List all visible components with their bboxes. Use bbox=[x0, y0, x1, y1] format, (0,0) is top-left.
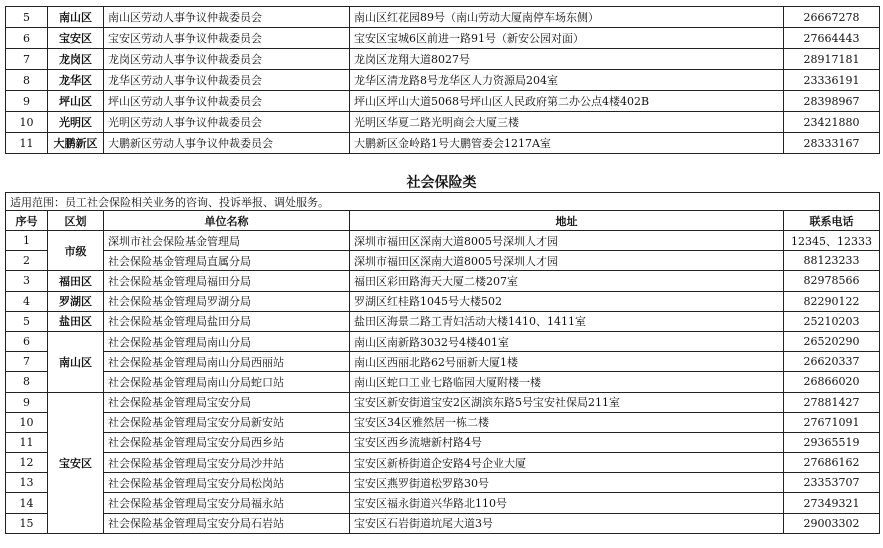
row-phone: 28333167 bbox=[784, 133, 880, 154]
table-row bbox=[6, 412, 880, 432]
row-phone: 29003302 bbox=[784, 513, 880, 533]
table-row bbox=[6, 70, 880, 91]
table-row bbox=[6, 112, 880, 133]
row-phone: 26866020 bbox=[784, 372, 880, 392]
row-address: 罗湖区红桂路1045号大楼502 bbox=[350, 291, 784, 311]
row-district: 大鹏新区 bbox=[48, 133, 104, 154]
row-number: 14 bbox=[6, 493, 48, 513]
row-number: 9 bbox=[6, 91, 48, 112]
row-district: 盐田区 bbox=[48, 311, 104, 331]
scope-row bbox=[6, 193, 880, 211]
social-insurance-table bbox=[5, 192, 880, 534]
row-unit-name: 社会保险基金管理局宝安分局沙井站 bbox=[104, 453, 350, 473]
row-address: 宝安区燕罗街道松罗路30号 bbox=[350, 473, 784, 493]
row-unit-name: 社会保险基金管理局南山分局西丽站 bbox=[104, 352, 350, 372]
row-unit-name: 社会保险基金管理局直属分局 bbox=[104, 251, 350, 271]
row-unit-name: 社会保险基金管理局南山分局蛇口站 bbox=[104, 372, 350, 392]
table-row bbox=[6, 473, 880, 493]
row-district: 市级 bbox=[48, 231, 104, 271]
row-number: 12 bbox=[6, 453, 48, 473]
row-number: 10 bbox=[6, 412, 48, 432]
header-unit: 单位名称 bbox=[104, 211, 350, 231]
row-district: 宝安区 bbox=[48, 392, 104, 533]
row-unit-name: 社会保险基金管理局罗湖分局 bbox=[104, 291, 350, 311]
row-address: 南山区蛇口工业七路临园大厦附楼一楼 bbox=[350, 372, 784, 392]
table-row bbox=[6, 513, 880, 533]
row-unit-name: 社会保险基金管理局南山分局 bbox=[104, 331, 350, 351]
row-district: 龙华区 bbox=[48, 70, 104, 91]
row-unit-name: 社会保险基金管理局宝安分局石岩站 bbox=[104, 513, 350, 533]
table-row bbox=[6, 291, 880, 311]
row-address: 宝安区西乡流塘新村路4号 bbox=[350, 432, 784, 452]
row-phone: 28398967 bbox=[784, 91, 880, 112]
header-address: 地址 bbox=[350, 211, 784, 231]
row-address: 宝安区宝城6区前进一路91号（新安公园对面） bbox=[350, 28, 784, 49]
row-address: 南山区红花园89号（南山劳动大厦南停车场东侧） bbox=[350, 7, 784, 28]
table-row bbox=[6, 231, 880, 251]
row-number: 15 bbox=[6, 513, 48, 533]
row-phone: 27664443 bbox=[784, 28, 880, 49]
row-district: 南山区 bbox=[48, 331, 104, 392]
table-row bbox=[6, 271, 880, 291]
table-row bbox=[6, 133, 880, 154]
table-row bbox=[6, 392, 880, 412]
row-number: 9 bbox=[6, 392, 48, 412]
row-number: 4 bbox=[6, 291, 48, 311]
row-number: 5 bbox=[6, 311, 48, 331]
table-row bbox=[6, 372, 880, 392]
table-row bbox=[6, 352, 880, 372]
row-phone: 28917181 bbox=[784, 49, 880, 70]
row-address: 大鹏新区金岭路1号大鹏管委会1217A室 bbox=[350, 133, 784, 154]
table-row bbox=[6, 7, 880, 28]
row-number: 6 bbox=[6, 28, 48, 49]
row-address: 深圳市福田区深南大道8005号深圳人才园 bbox=[350, 231, 784, 251]
row-district: 福田区 bbox=[48, 271, 104, 291]
row-number: 11 bbox=[6, 432, 48, 452]
row-address: 盐田区海景二路工青妇活动大楼1410、1411室 bbox=[350, 311, 784, 331]
arbitration-table bbox=[5, 6, 880, 154]
row-number: 5 bbox=[6, 7, 48, 28]
table-row bbox=[6, 251, 880, 271]
row-address: 宝安区新安街道宝安2区湖滨东路5号宝安社保局211室 bbox=[350, 392, 784, 412]
row-address: 宝安区福永街道兴华路北110号 bbox=[350, 493, 784, 513]
row-unit-name: 社会保险基金管理局宝安分局福永站 bbox=[104, 493, 350, 513]
row-phone: 29365519 bbox=[784, 432, 880, 452]
row-address: 南山区西丽北路62号丽新大厦1楼 bbox=[350, 352, 784, 372]
row-number: 7 bbox=[6, 352, 48, 372]
row-unit-name: 宝安区劳动人事争议仲裁委员会 bbox=[104, 28, 350, 49]
row-number: 1 bbox=[6, 231, 48, 251]
row-number: 8 bbox=[6, 70, 48, 91]
table-row bbox=[6, 432, 880, 452]
row-address: 龙华区清龙路8号龙华区人力资源局204室 bbox=[350, 70, 784, 91]
row-district: 光明区 bbox=[48, 112, 104, 133]
row-phone: 27881427 bbox=[784, 392, 880, 412]
row-unit-name: 社会保险基金管理局宝安分局 bbox=[104, 392, 350, 412]
row-number: 3 bbox=[6, 271, 48, 291]
header-no: 序号 bbox=[6, 211, 48, 231]
row-phone: 82978566 bbox=[784, 271, 880, 291]
row-phone: 26620337 bbox=[784, 352, 880, 372]
row-number: 2 bbox=[6, 251, 48, 271]
row-number: 6 bbox=[6, 331, 48, 351]
table-row bbox=[6, 331, 880, 351]
row-phone: 27686162 bbox=[784, 453, 880, 473]
section-title: 社会保险类 bbox=[406, 175, 477, 191]
row-unit-name: 光明区劳动人事争议仲裁委员会 bbox=[104, 112, 350, 133]
row-phone: 27349321 bbox=[784, 493, 880, 513]
header-district: 区划 bbox=[48, 211, 104, 231]
row-phone: 25210203 bbox=[784, 311, 880, 331]
row-phone: 82290122 bbox=[784, 291, 880, 311]
row-address: 深圳市福田区深南大道8005号深圳人才园 bbox=[350, 251, 784, 271]
row-district: 南山区 bbox=[48, 7, 104, 28]
header-row bbox=[6, 211, 880, 231]
scope-text: 适用范围：员工社会保险相关业务的咨询、投诉举报、调处服务。 bbox=[6, 193, 880, 211]
row-address: 龙岗区龙翔大道8027号 bbox=[350, 49, 784, 70]
row-unit-name: 深圳市社会保险基金管理局 bbox=[104, 231, 350, 251]
row-phone: 23353707 bbox=[784, 473, 880, 493]
row-district: 宝安区 bbox=[48, 28, 104, 49]
row-district: 龙岗区 bbox=[48, 49, 104, 70]
row-address: 福田区彩田路海天大厦二楼207室 bbox=[350, 271, 784, 291]
table-row bbox=[6, 453, 880, 473]
row-phone: 23336191 bbox=[784, 70, 880, 91]
row-address: 宝安区石岩街道坑尾大道3号 bbox=[350, 513, 784, 533]
row-number: 7 bbox=[6, 49, 48, 70]
table-row bbox=[6, 91, 880, 112]
table-row bbox=[6, 311, 880, 331]
row-unit-name: 坪山区劳动人事争议仲裁委员会 bbox=[104, 91, 350, 112]
row-phone: 26667278 bbox=[784, 7, 880, 28]
row-unit-name: 社会保险基金管理局宝安分局松岗站 bbox=[104, 473, 350, 493]
table-row bbox=[6, 28, 880, 49]
table-row bbox=[6, 49, 880, 70]
row-number: 11 bbox=[6, 133, 48, 154]
row-unit-name: 社会保险基金管理局宝安分局西乡站 bbox=[104, 432, 350, 452]
row-unit-name: 南山区劳动人事争议仲裁委员会 bbox=[104, 7, 350, 28]
row-phone: 27671091 bbox=[784, 412, 880, 432]
social-insurance-table-body bbox=[6, 193, 880, 534]
row-district: 坪山区 bbox=[48, 91, 104, 112]
arbitration-table-body bbox=[6, 7, 880, 154]
row-unit-name: 大鹏新区劳动人事争议仲裁委员会 bbox=[104, 133, 350, 154]
row-phone: 26520290 bbox=[784, 331, 880, 351]
row-address: 坪山区坪山大道5068号坪山区人民政府第二办公点4楼402B bbox=[350, 91, 784, 112]
row-address: 宝安区新桥街道企安路4号企业大厦 bbox=[350, 453, 784, 473]
header-phone: 联系电话 bbox=[784, 211, 880, 231]
row-phone: 12345、12333 bbox=[784, 231, 880, 251]
row-district: 罗湖区 bbox=[48, 291, 104, 311]
row-unit-name: 龙华区劳动人事争议仲裁委员会 bbox=[104, 70, 350, 91]
row-address: 南山区南新路3032号4楼401室 bbox=[350, 331, 784, 351]
row-address: 宝安区34区雅然居一栋二楼 bbox=[350, 412, 784, 432]
row-unit-name: 龙岗区劳动人事争议仲裁委员会 bbox=[104, 49, 350, 70]
row-number: 8 bbox=[6, 372, 48, 392]
row-unit-name: 社会保险基金管理局盐田分局 bbox=[104, 311, 350, 331]
row-unit-name: 社会保险基金管理局宝安分局新安站 bbox=[104, 412, 350, 432]
row-number: 10 bbox=[6, 112, 48, 133]
row-address: 光明区华夏二路光明商会大厦三楼 bbox=[350, 112, 784, 133]
table-row bbox=[6, 493, 880, 513]
row-unit-name: 社会保险基金管理局福田分局 bbox=[104, 271, 350, 291]
row-number: 13 bbox=[6, 473, 48, 493]
row-phone: 88123233 bbox=[784, 251, 880, 271]
row-phone: 23421880 bbox=[784, 112, 880, 133]
